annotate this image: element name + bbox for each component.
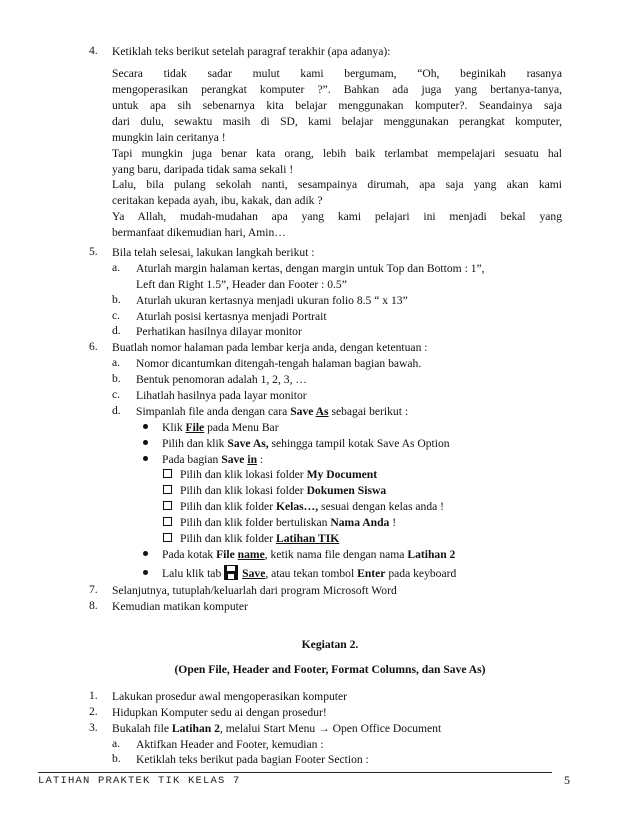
item-text: Bukalah file Latihan 2, melalui Start Menu → Open Office Document — [112, 722, 442, 735]
sub-letter: d. — [112, 404, 121, 417]
sub-text: Nomor dicantumkan ditengah-tengah halaman bagian bawah. — [136, 357, 422, 370]
checkbox-item: Pilih dan klik folder bertuliskan Nama Anda ! — [163, 515, 396, 530]
item-number: 6. — [89, 340, 98, 353]
bullet-icon — [143, 440, 148, 445]
paragraph-line: mengoperasikan perangkat komputer ?”. Bahkan ada juga yang bertanya-tanya, — [112, 83, 562, 96]
bullet-icon — [143, 424, 148, 429]
item-text: Buatlah nomor halaman pada lembar kerja anda, dengan ketentuan : — [112, 341, 428, 354]
checkbox-icon — [163, 501, 172, 510]
paragraph-line: untuk apa sih sebenarnya kita belajar menggunakan komputer?. Seandainya saja — [112, 99, 562, 112]
sub-text: Aturlah margin halaman kertas, dengan margin untuk Top dan Bottom : 1”, — [136, 262, 485, 275]
item-text: Bila telah selesai, lakukan langkah berikut : — [112, 246, 315, 259]
item-text: Hidupkan Komputer sedu ai dengan prosedur! — [112, 706, 327, 719]
bullet-item: Pada kotak File name, ketik nama file dengan nama Latihan 2 — [143, 547, 455, 562]
bullet-icon — [143, 551, 148, 556]
footer-divider — [38, 772, 552, 773]
sub-letter: a. — [112, 356, 121, 369]
bullet-item: Lalu klik tab Save, atau tekan tombol Enter pada keyboard — [143, 565, 456, 581]
sub-letter: a. — [112, 261, 121, 274]
page-number: 5 — [564, 773, 570, 787]
paragraph-line: mungkin lain ceritanya ! — [112, 131, 226, 144]
bullet-icon — [143, 570, 148, 575]
item-number: 5. — [89, 245, 98, 258]
bullet-item: Pilih dan klik Save As, sehingga tampil kotak Save As Option — [143, 436, 450, 451]
bullet-item: Klik File pada Menu Bar — [143, 420, 279, 435]
sub-letter: b. — [112, 293, 121, 306]
checkbox-icon — [163, 485, 172, 494]
paragraph-line: Ya Allah, mudah-mudahan apa yang kami pelajari ini menjadi bekal yang — [112, 210, 562, 223]
checkbox-item: Pilih dan klik folder Latihan TIK — [163, 531, 339, 546]
sub-text: Lihatlah hasilnya pada layar monitor — [136, 389, 307, 402]
sub-text: Simpanlah file anda dengan cara Save As sebagai berikut : — [136, 405, 409, 418]
item-number: 8. — [89, 599, 98, 612]
checkbox-icon — [163, 533, 172, 542]
paragraph-line: ceritakan kepada ayah, ibu, kakak, dan adik ? — [112, 194, 323, 207]
checkbox-item: Pilih dan klik lokasi folder My Document — [163, 467, 377, 482]
sub-letter: b. — [112, 752, 121, 765]
paragraph-line: Secara tidak sadar mulut kami bergumam, “Oh, beginikah rasanya — [112, 67, 562, 80]
section-subtitle: (Open File, Header and Footer, Format Columns, dan Save As) — [174, 663, 486, 676]
paragraph-line: Lalu, bila pulang sekolah nanti, sesampainya dirumah, apa saja yang akan kami — [112, 178, 562, 191]
sub-text: Bentuk penomoran adalah 1, 2, 3, … — [136, 373, 307, 386]
item-text: Ketiklah teks berikut setelah paragraf terakhir (apa adanya): — [112, 45, 391, 58]
footer-label: LATIHAN PRAKTEK TIK KELAS 7 — [38, 775, 241, 787]
bullet-item: Pada bagian Save in : — [143, 452, 263, 467]
sub-letter: d. — [112, 324, 121, 337]
checkbox-icon — [163, 469, 172, 478]
checkbox-item: Pilih dan klik folder Kelas…, sesuai dengan kelas anda ! — [163, 499, 444, 514]
item-text: Lakukan prosedur awal mengoperasikan komputer — [112, 690, 348, 703]
paragraph-line: bermanfaat dikemudian hari, Amin… — [112, 226, 286, 239]
item-text: Kemudian matikan komputer — [112, 600, 248, 613]
item-number: 2. — [89, 705, 98, 718]
sub-letter: a. — [112, 737, 121, 750]
sub-text: Left dan Right 1.5”, Header dan Footer : 0.5” — [136, 278, 347, 291]
sub-text: Aktifkan Header and Footer, kemudian : — [136, 738, 324, 751]
sub-text: Aturlah posisi kertasnya menjadi Portrait — [136, 310, 327, 323]
item-number: 1. — [89, 689, 98, 702]
section-title: Kegiatan 2. — [301, 638, 359, 651]
sub-text: Aturlah ukuran kertasnya menjadi ukuran folio 8.5 “ x 13” — [136, 294, 408, 307]
bullet-icon — [143, 456, 148, 461]
checkbox-icon — [163, 517, 172, 526]
checkbox-item: Pilih dan klik lokasi folder Dokumen Siswa — [163, 483, 386, 498]
sub-text: Perhatikan hasilnya dilayar monitor — [136, 325, 302, 338]
sub-text: Ketiklah teks berikut pada bagian Footer Section : — [136, 753, 369, 766]
paragraph-line: yang baru, daripada tidak sama sekali ! — [112, 163, 294, 176]
item-number: 3. — [89, 721, 98, 734]
sub-letter: c. — [112, 388, 121, 401]
paragraph-line: dari dulu, sewaktu masih di SD, kami belajar menggunakan perangkat komputer, — [112, 115, 562, 128]
item-number: 4. — [89, 44, 98, 57]
sub-letter: c. — [112, 309, 121, 322]
paragraph-line: Tapi mungkin juga benar kata orang, lebih baik terlambat mempelajari sesuatu hal — [112, 147, 562, 160]
sub-letter: b. — [112, 372, 121, 385]
save-icon — [224, 565, 238, 580]
item-number: 7. — [89, 583, 98, 596]
item-text: Selanjutnya, tutuplah/keluarlah dari program Microsoft Word — [112, 584, 397, 597]
